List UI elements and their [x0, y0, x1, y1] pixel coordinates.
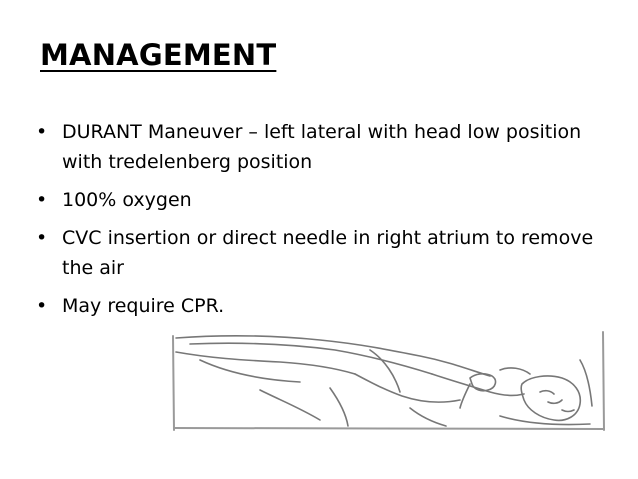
bullet-item	[36, 185, 596, 215]
bullet-marker: •	[36, 227, 48, 249]
bullet-item	[36, 223, 596, 283]
durant-position-illustration	[170, 330, 606, 432]
bullet-text: 100% oxygen	[62, 189, 192, 211]
bullet-marker: •	[36, 295, 48, 317]
bullet-item	[36, 117, 596, 177]
bullet-text: CVC insertion or direct needle in right atrium to remove the air	[62, 227, 594, 279]
slide-title: MANAGEMENT	[40, 38, 277, 72]
bullet-marker: •	[36, 189, 48, 211]
bullet-marker: •	[36, 121, 48, 143]
bullet-text: May require CPR.	[62, 295, 225, 317]
bullet-text: DURANT Maneuver – left lateral with head low position with tredelenberg position	[62, 121, 582, 173]
bullet-list	[36, 117, 596, 329]
patient-drawing	[173, 332, 604, 430]
bullet-item	[36, 291, 596, 321]
